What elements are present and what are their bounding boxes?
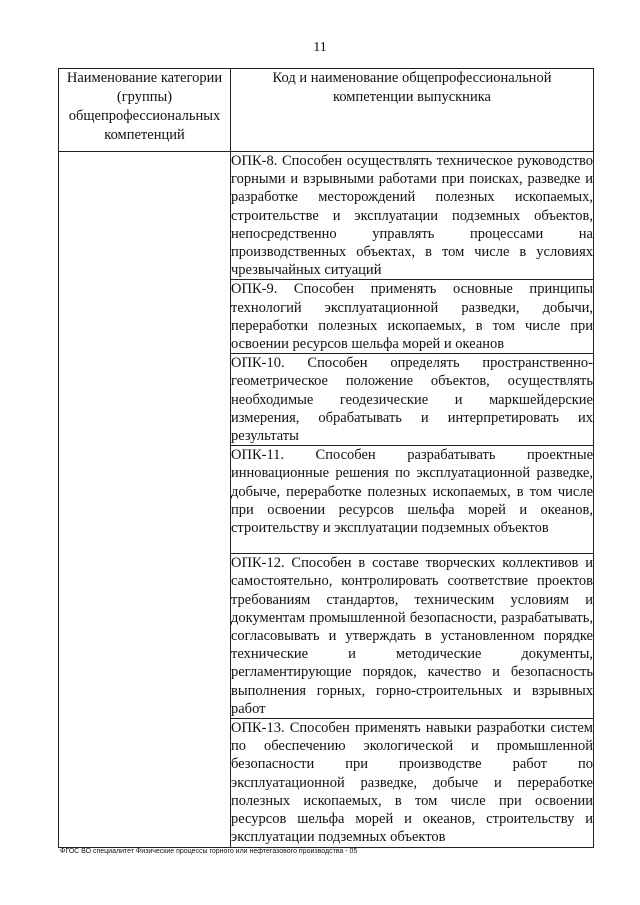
competence-cell: ОПК-8. Способен осуществлять техническое руководство горными и взрывными работами при поисках, разведке и разработке месторождений полезных ископаемых, строительстве и эксплуатации подземных объектов, непосредственно управлять процессами на производственных объектах, в том числе в условиях чрезвычайных ситуаций xyxy=(231,153,593,279)
table-row xyxy=(59,152,594,280)
category-cell xyxy=(59,152,231,848)
competence-cell: ОПК-11. Способен разрабатывать проектные инновационные решения по эксплуатационной разведке, добыче, переработке полезных ископаемых, в том числе при освоении ресурсов шельфа морей и океанов, строительству и эксплуатации подземных объектов xyxy=(231,446,594,554)
competence-cell: ОПК-10. Способен определять пространственно-геометрическое положение объектов, осуществлять необходимые геодезические и маркшейдерские измерения, обрабатывать и интерпретировать их результаты xyxy=(231,355,593,445)
competence-table xyxy=(58,68,594,848)
document-footer: ФГОС ВО специалитет Физические процессы горного или нефтегазового производства - 05 xyxy=(60,848,358,855)
competence-cell: ОПК-13. Способен применять навыки разработки систем по обеспечению экологической и промышленной безопасности при производстве работ по эксплуатационной разведке, добыче и переработке полезных ископаемых, в том числе при освоении ресурсов шельфа морей и океанов, строительству и эксплуатации подземных объектов xyxy=(231,720,593,846)
competence-cell: ОПК-12. Способен в составе творческих коллективов и самостоятельно, контролировать соответствие проектов требованиям стандартов, техническим условиям и документам промышленной безопасности, разрабатывать, согласовывать и утверждать в установленном порядке технические и методические документы, регламентирующие порядок, качество и безопасность выполнения горных, горно-строительных и взрывных работ xyxy=(231,555,593,717)
competence-cell: ОПК-9. Способен применять основные принципы технологий эксплуатационной разведки, добычи, переработки полезных ископаемых, в том числе при освоении ресурсов шельфа морей и океанов xyxy=(231,281,593,353)
header-competence-cell: Код и наименование общепрофессиональной компетенции выпускника xyxy=(231,69,594,152)
page-number: 11 xyxy=(313,40,327,55)
header-category-cell: Наименование категории (группы) общепрофессиональных компетенций xyxy=(59,69,231,152)
table-header-row xyxy=(59,69,594,152)
